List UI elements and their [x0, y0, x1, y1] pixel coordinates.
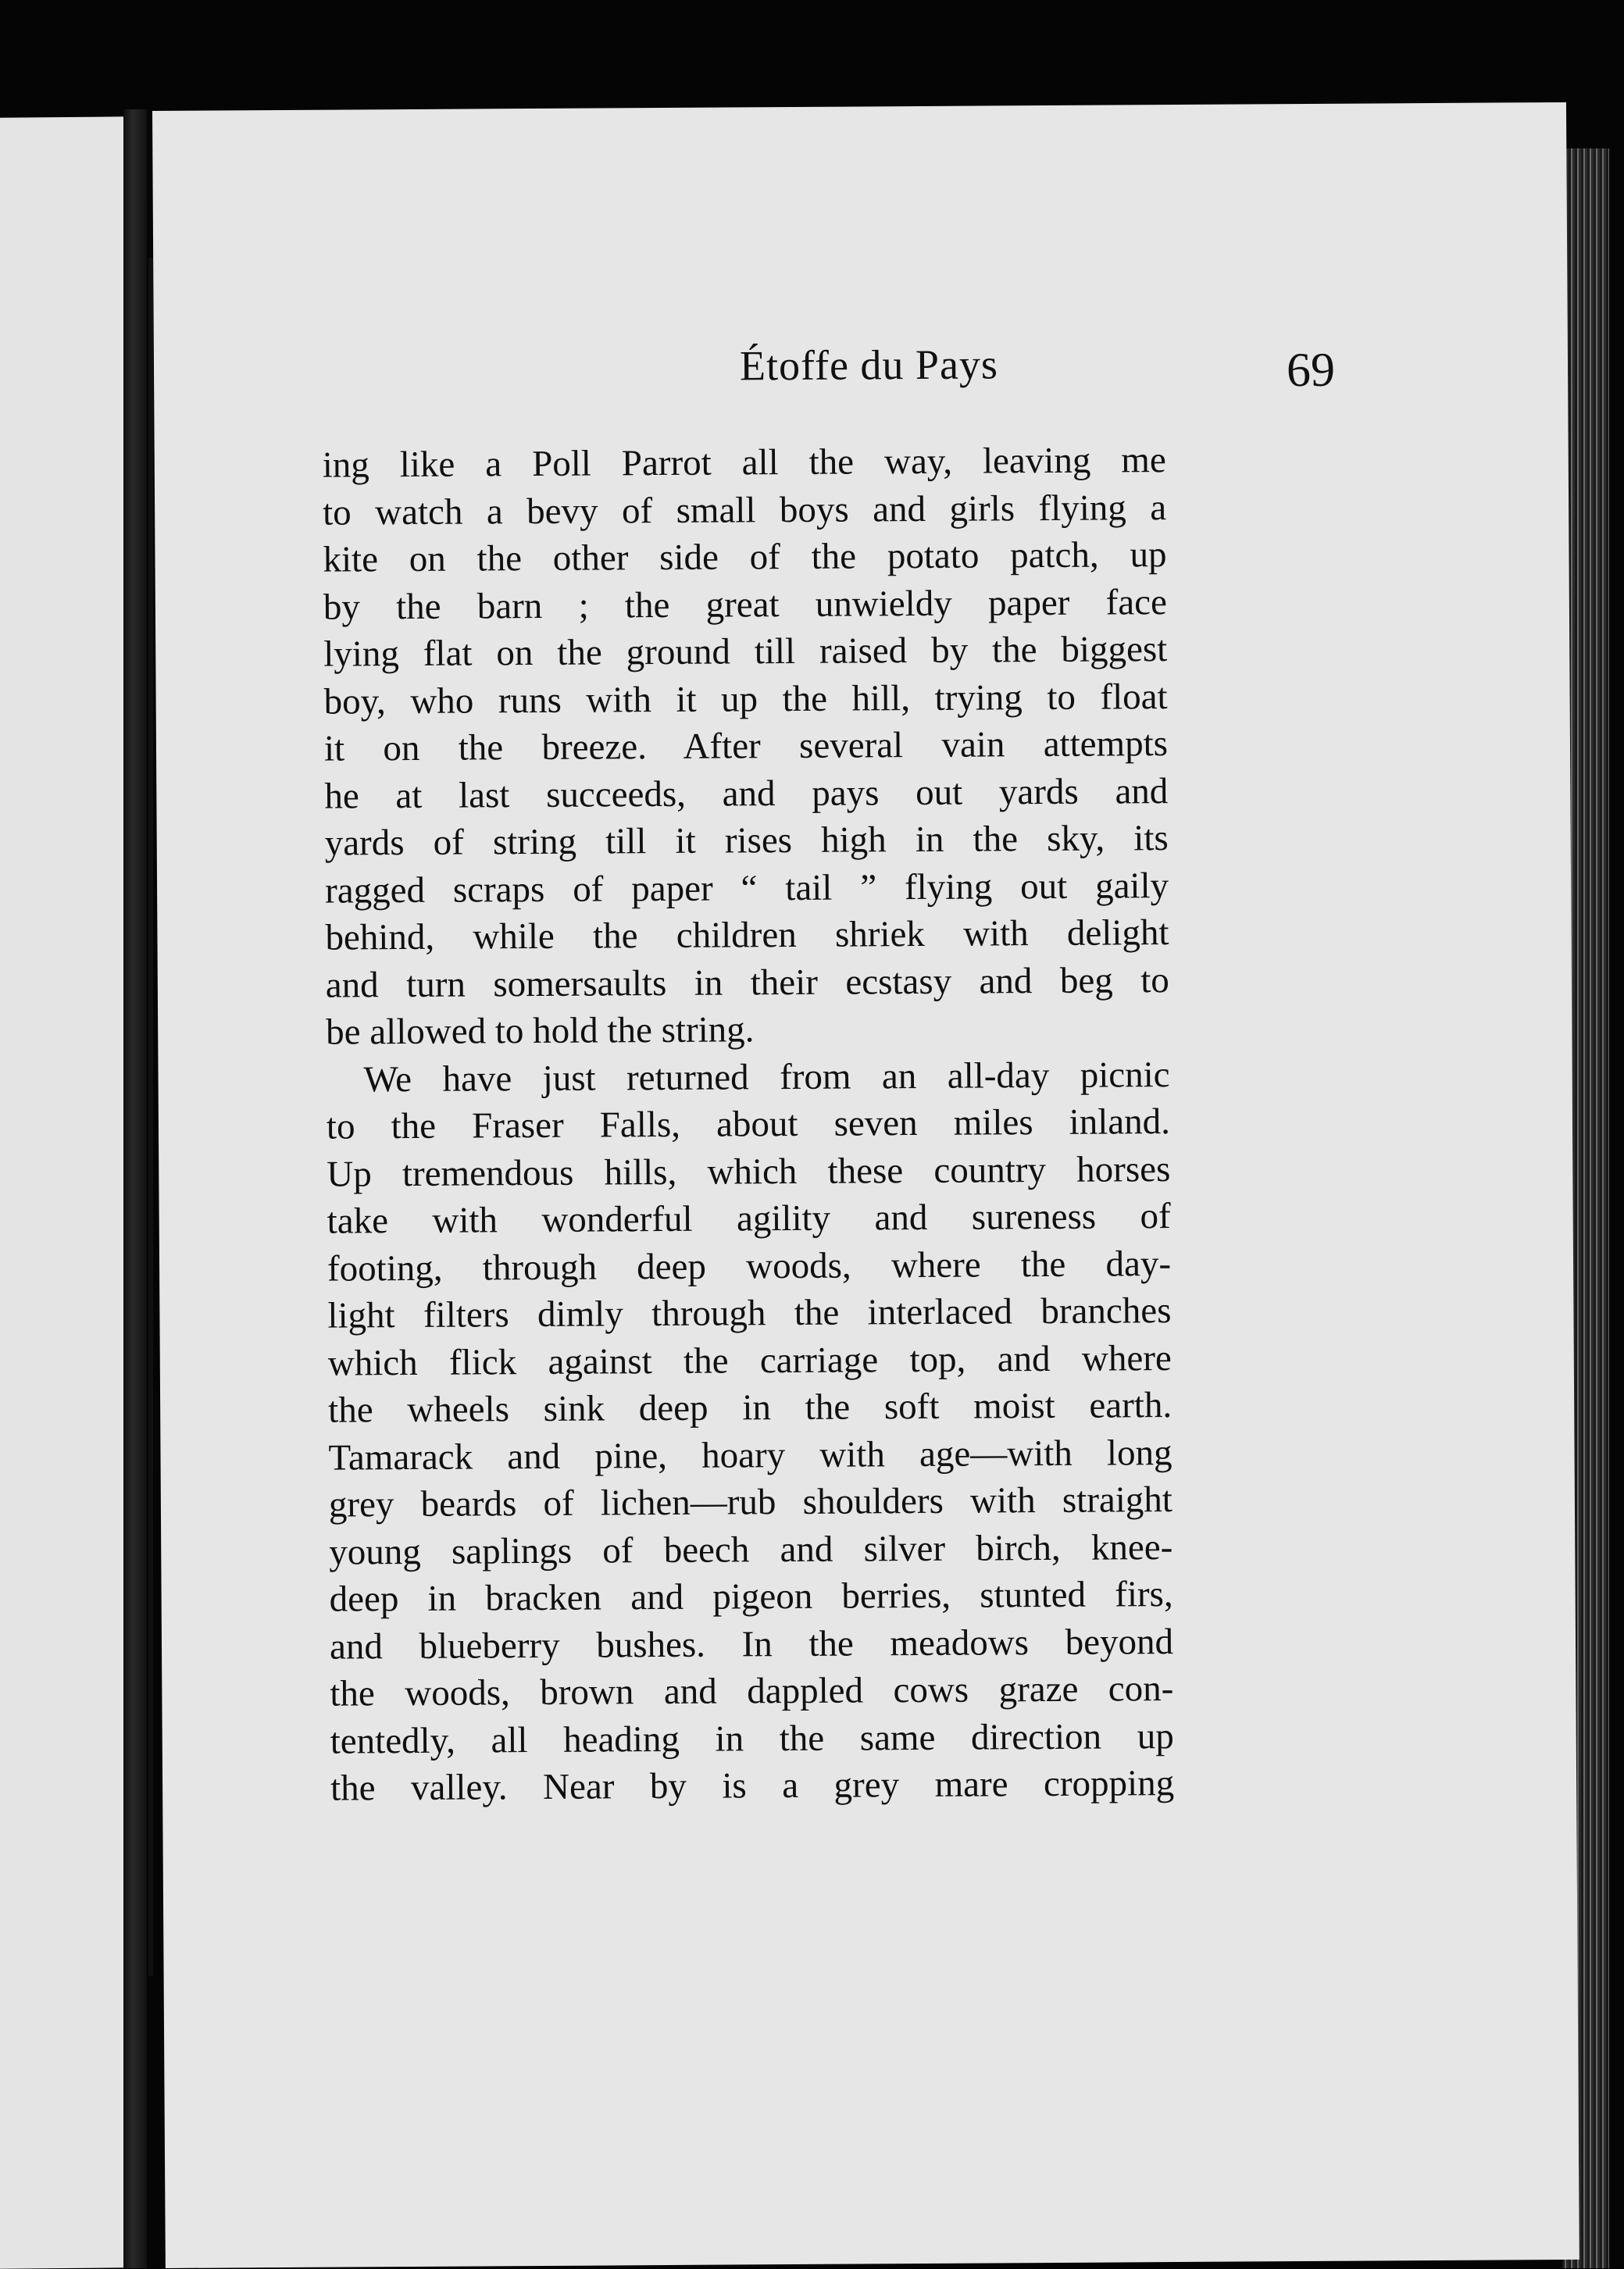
text-line: and turn somersaults in their ecstasy and beg to [325, 959, 1169, 1006]
text-line: light filters dimly through the interlaced branches [327, 1290, 1172, 1336]
text-line: yards of string till it rises high in the sky, its [324, 818, 1169, 864]
text-line: tentedly, all heading in the same direction up [330, 1715, 1174, 1762]
text-line: and blueberry bushes. In the meadows beyond [329, 1621, 1174, 1668]
text-line: We have just returned from an all-day picnic [363, 1054, 1170, 1100]
text-line: to watch a bevy of small boys and girls flying a [322, 487, 1167, 533]
text-line: to the Fraser Falls, about seven miles inland. [326, 1101, 1171, 1147]
text-line: the valley. Near by is a grey mare cropping [330, 1763, 1175, 1809]
text-line: kite on the other side of the potato patch, up [323, 534, 1167, 580]
book-page [152, 102, 1579, 2268]
text-line: by the barn ; the great unwieldy paper face [323, 581, 1168, 628]
text-line: the woods, brown and dappled cows graze con- [330, 1668, 1174, 1714]
text-line: the wheels sink deep in the soft moist earth. [328, 1385, 1172, 1431]
running-head [294, 337, 1467, 415]
text-line: young saplings of beech and silver birch, knee- [329, 1526, 1173, 1573]
text-line: Up tremendous hills, which these country horses [327, 1148, 1171, 1195]
text-line: behind, while the children shriek with delight [325, 912, 1169, 958]
text-line: grey beards of lichen—rub shoulders with straight [328, 1479, 1173, 1525]
text-line: deep in bracken and pigeon berries, stunted firs, [329, 1574, 1173, 1620]
running-title: Étoffe du Pays [739, 341, 999, 390]
gutter-shadow [148, 258, 153, 1976]
body-text [323, 437, 1175, 1812]
text-line: he at last succeeds, and pays out yards and [324, 770, 1169, 817]
facing-page-edge [0, 116, 125, 2268]
text-line: which flick against the carriage top, and where [327, 1337, 1172, 1384]
text-line: lying flat on the ground till raised by the biggest [323, 629, 1168, 675]
text-line: it on the breeze. After several vain attempts [323, 723, 1169, 769]
text-line: be allowed to hold the string. [326, 1009, 755, 1053]
text-line: ragged scraps of paper “ tail ” flying out gaily [324, 865, 1169, 912]
book-gutter [123, 109, 147, 2268]
text-line: footing, through deep woods, where the day- [327, 1243, 1172, 1290]
text-line: boy, who runs with it up the hill, trying to float [323, 676, 1168, 722]
page-number: 69 [1286, 343, 1336, 398]
text-line: take with wonderful agility and sureness of [327, 1196, 1171, 1242]
text-line: ing like a Poll Parrot all the way, leaving me [322, 440, 1166, 486]
text-line: Tamarack and pine, hoary with age—with long [328, 1432, 1172, 1479]
